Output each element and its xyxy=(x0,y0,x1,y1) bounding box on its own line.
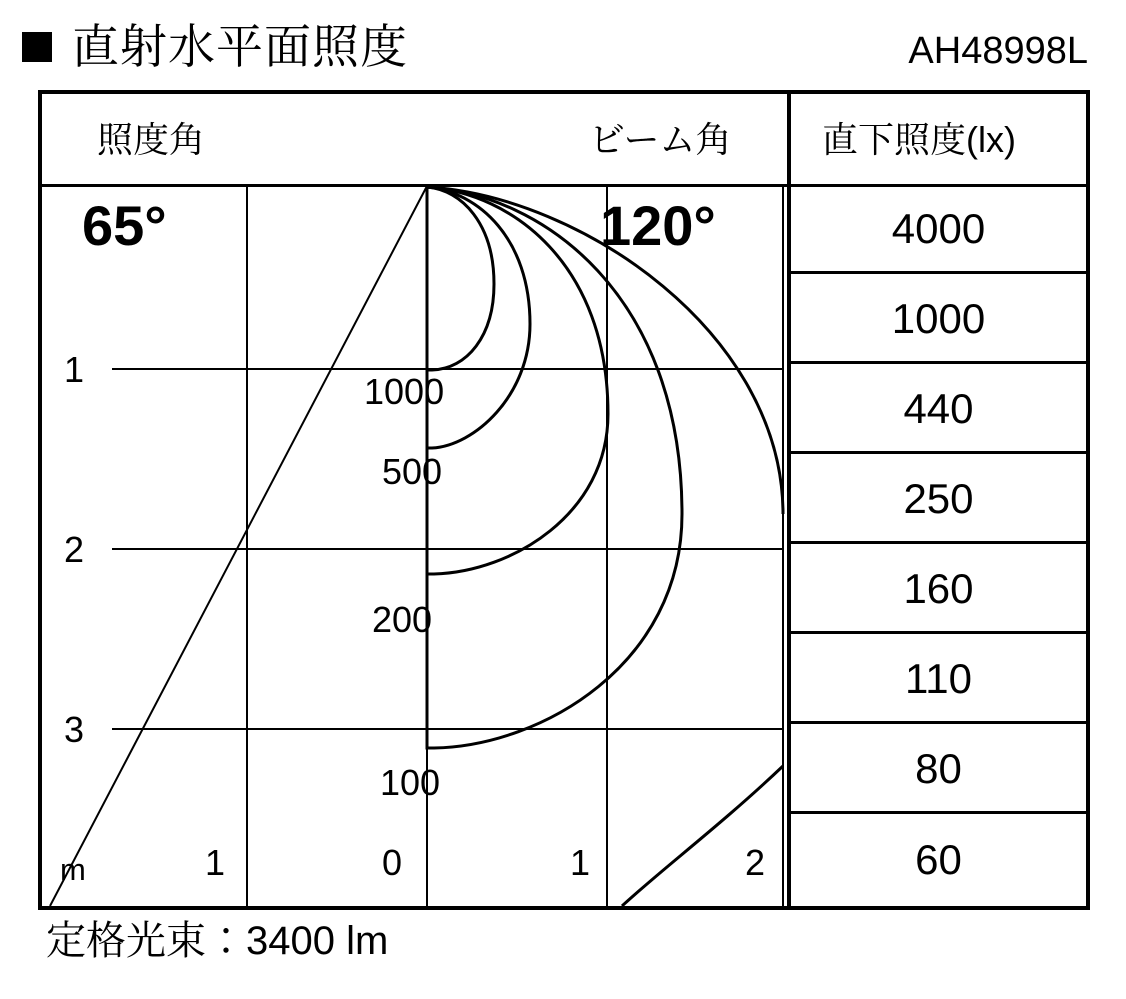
x-axis-label-right-1: 1 xyxy=(570,842,591,883)
table-row xyxy=(791,184,1086,274)
chart-header xyxy=(0,0,1126,88)
contour-label-1000: 1000 xyxy=(364,371,445,412)
y-axis-label-3: 3 xyxy=(64,709,85,750)
page-title: 直射水平面照度 xyxy=(72,20,408,73)
y-axis-label-1: 1 xyxy=(64,349,85,390)
table-row xyxy=(791,544,1086,634)
table-row xyxy=(791,814,1086,906)
table-row xyxy=(791,634,1086,724)
beam-angle-value: 120° xyxy=(600,194,716,257)
illuminance-angle-value: 65° xyxy=(82,194,167,257)
illuminance-graph-panel xyxy=(42,94,787,906)
chart-frame xyxy=(38,90,1090,910)
table-cell-value: 80 xyxy=(915,745,962,792)
table-cell-value: 60 xyxy=(915,836,962,883)
x-axis-label-right-2: 2 xyxy=(745,842,766,883)
column-header-beam-angle: ビーム角 xyxy=(589,119,732,160)
table-cell-value: 1000 xyxy=(891,295,986,342)
direct-illuminance-table xyxy=(791,94,1086,906)
column-header-illuminance-angle: 照度角 xyxy=(97,119,206,160)
square-bullet-icon xyxy=(22,32,52,62)
contour-label-200: 200 xyxy=(372,599,433,640)
column-header-direct-illuminance: 直下照度(lx) xyxy=(822,119,1016,160)
contour-label-500: 500 xyxy=(382,451,443,492)
table-row xyxy=(791,454,1086,544)
table-row xyxy=(791,724,1086,814)
table-cell-value: 160 xyxy=(903,565,974,612)
x-axis-label-left-1: 1 xyxy=(205,842,226,883)
contour-label-100: 100 xyxy=(380,762,441,803)
table-cell-value: 110 xyxy=(905,655,972,702)
table-cell-value: 4000 xyxy=(891,205,986,252)
model-number: AH48998L xyxy=(908,30,1088,72)
table-row xyxy=(791,274,1086,364)
table-cell-value: 440 xyxy=(903,385,974,432)
y-axis-label-2: 2 xyxy=(64,529,85,570)
rated-luminous-flux: 定格光束：3400 lm xyxy=(46,919,389,963)
x-axis-unit-label: m xyxy=(60,852,86,887)
table-row xyxy=(791,364,1086,454)
x-axis-label-zero: 0 xyxy=(382,842,403,883)
table-cell-value: 250 xyxy=(903,475,974,522)
